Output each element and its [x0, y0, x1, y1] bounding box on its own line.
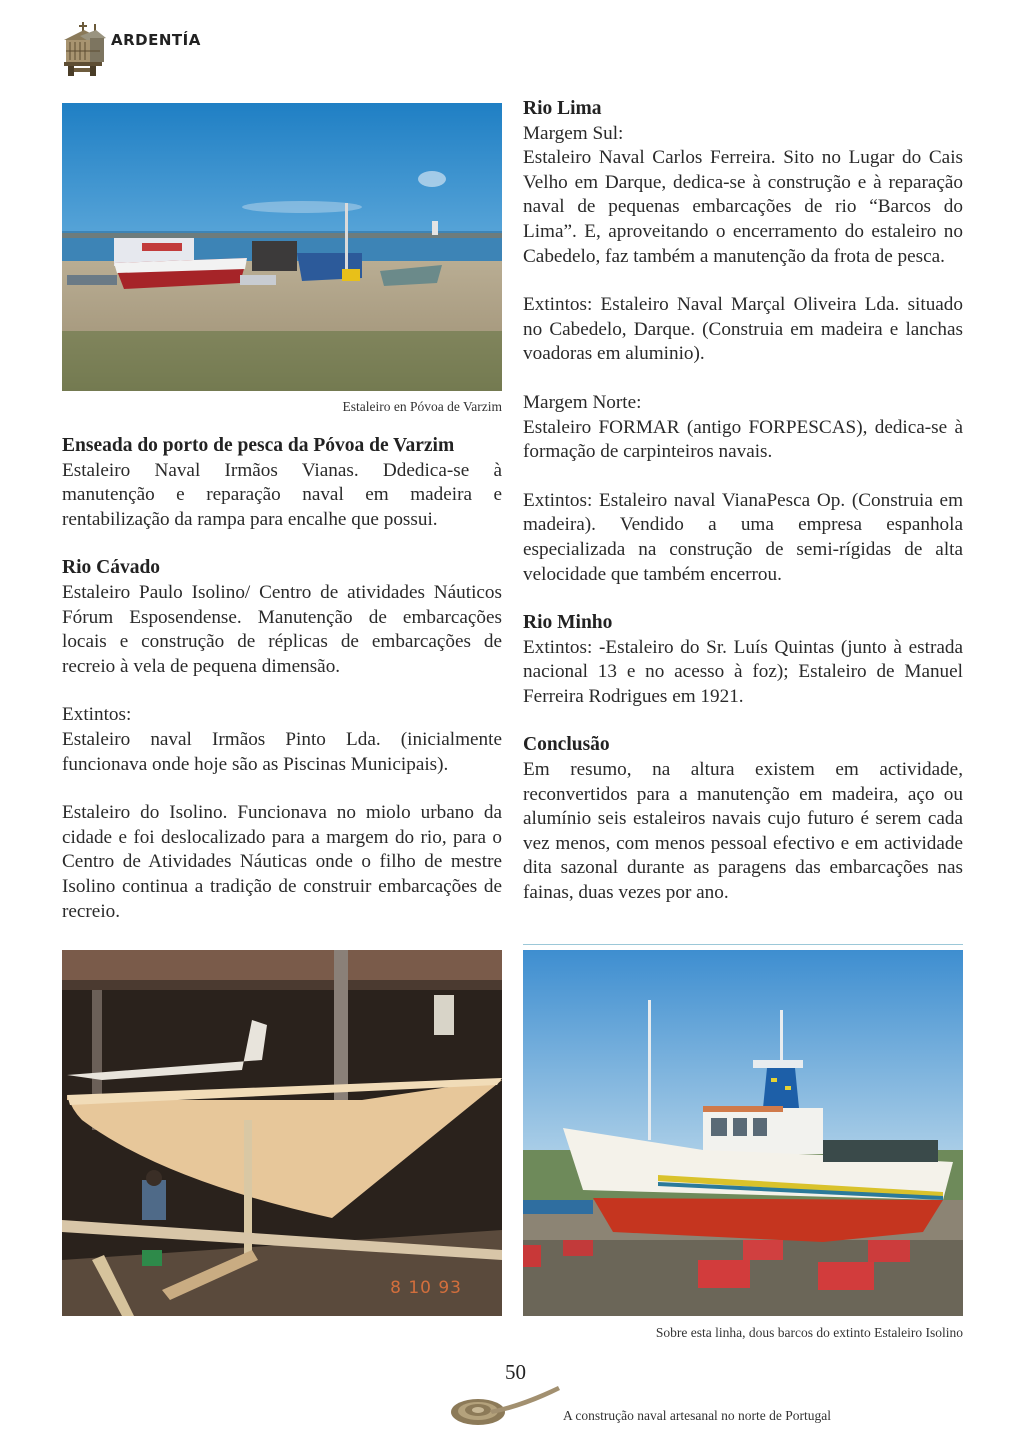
footer-publication-title: A construção naval artesanal no norte de Portugal [563, 1408, 832, 1423]
text-irmaos-pinto: Estaleiro naval Irmãos Pinto Lda. (inicialmente funcionava onde hoje são as Piscinas Municipais). [62, 728, 502, 775]
heading-cavado: Rio Cávado [62, 557, 161, 579]
photo-povoa-shipyard [62, 103, 502, 391]
photo-date-stamp: 8 10 93 [390, 1278, 462, 1298]
label-extintos: Extintos: [62, 704, 132, 726]
label-margem-sul: Margem Sul: [523, 122, 624, 144]
heading-minho: Rio Minho [523, 612, 613, 634]
text-marcal-oliveira: Extintos: Estaleiro Naval Marçal Oliveira Lda. situado no Cabedelo, Darque. (Construia em madeira e lanchas voadoras em aluminio). [523, 294, 963, 365]
text-povoa: Estaleiro Naval Irmãos Vianas. Ddedica-se à manutenção e reparação naval em madeira e rentabilização da rampa para encalhe que possui. [62, 459, 502, 530]
photo-caption-povoa: Estaleiro en Póvoa de Varzim [342, 399, 502, 414]
divider-rule [523, 944, 963, 945]
photo-fishing-boat [523, 950, 963, 1316]
text-minho: Extintos: -Estaleiro do Sr. Luís Quintas (junto à estrada nacional 13 e no acesso à foz); Estaleiro de Manuel Ferreira Rodrigues em 1921. [523, 636, 963, 707]
text-carlos-ferreira: Estaleiro Naval Carlos Ferreira. Sito no Lugar do Cais Velho em Darque, dedica-se à construção e à reparação naval de pequenas embarcações de rio “Barcos do Lima”. E, aproveitando o encerramento do estaleiro no Cabedelo, faz também a manutenção da frota de pesca. [523, 147, 963, 267]
heading-povoa: Enseada do porto de pesca da Póvoa de Varzim [62, 435, 455, 456]
heading-conclusao: Conclusão [523, 734, 610, 756]
right-column [523, 97, 963, 906]
page-number: 50 [505, 1360, 526, 1384]
text-cavado: Estaleiro Paulo Isolino/ Centro de atividades Náuticos Fórum Esposendense. Manutenção de embarcações locais e construção de réplicas de embarcações de recreio à vela de pequena dimensão. [62, 581, 502, 677]
photo-caption-isolino: Sobre esta linha, dous barcos do extinto Estaleiro Isolino [655, 1325, 963, 1340]
text-formar: Estaleiro FORMAR (antigo FORPESCAS), dedica-se à formação de carpinteiros navais. [523, 416, 963, 463]
brand-name: ARDENTÍA [111, 31, 201, 49]
text-vianapesca: Extintos: Estaleiro naval VianaPesca Op. (Construia em madeira). Vendido a uma empresa espanhola especializada na construção de semi-rígidas de alta velocidade que também encerrou. [523, 489, 963, 585]
left-column [62, 434, 502, 924]
text-conclusao: Em resumo, na altura existem em actividade, reconvertidos para a manutenção em madeira, aço ou alumínio seis estaleiros navais cujo futuro é serem cada vez menos, com menos pessoal efectivo e em actividade dita sazonal durante as paragens das embarcações nas fainas, duas vezes por ano. [523, 759, 963, 904]
text-isolino: Estaleiro do Isolino. Funcionava no miolo urbano da cidade e foi deslocalizado para a margem do rio, para o Centro de Atividades Náuticas onde o filho de mestre Isolino continua a tradição de construir embarcações de recreio. [62, 802, 502, 922]
label-margem-norte: Margem Norte: [523, 391, 642, 413]
horreo-logo-icon [60, 20, 108, 80]
rope-coil-icon [450, 1378, 560, 1428]
photo-wooden-boat-construction [62, 950, 502, 1316]
heading-lima: Rio Lima [523, 98, 602, 119]
